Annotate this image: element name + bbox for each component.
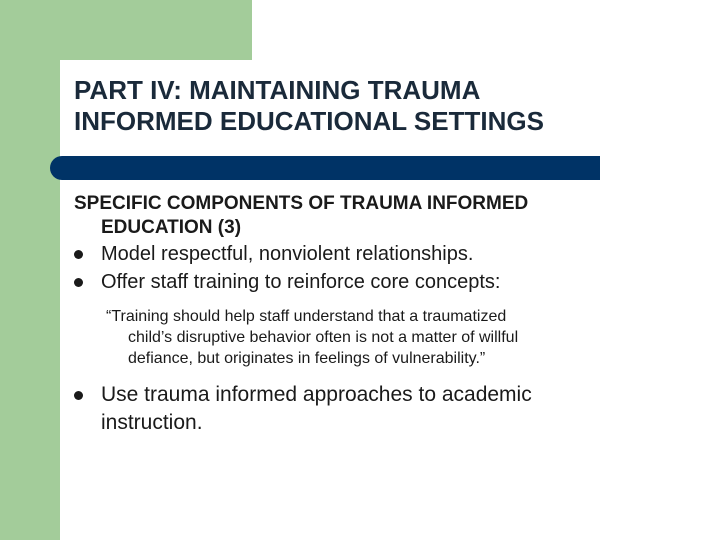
subheading-line-2: EDUCATION (3) (101, 217, 242, 238)
quote-line: “Training should help staff understand that a traumatized (106, 308, 507, 325)
slide-title (74, 75, 694, 137)
green-side-band (0, 0, 60, 540)
bullet-text: Model respectful, nonviolent relationships. (101, 243, 474, 265)
training-quote (106, 306, 694, 369)
bullet-dot-icon (74, 250, 83, 259)
bullet-text-line-2: instruction. (101, 411, 203, 434)
slide-body (74, 192, 694, 437)
title-divider-bar (50, 156, 600, 180)
bullet-item (74, 240, 694, 268)
bullet-text: Offer staff training to reinforce core concepts: (101, 271, 501, 293)
bullet-dot-icon (74, 391, 83, 400)
quote-line: defiance, but originates in feelings of vulnerability.” (128, 350, 486, 367)
section-subheading (74, 192, 694, 240)
green-top-band (0, 0, 252, 60)
bullet-dot-icon (74, 278, 83, 287)
title-line-1: PART IV: MAINTAINING TRAUMA (74, 75, 481, 105)
bullet-item (74, 381, 694, 437)
bullet-item (74, 268, 694, 296)
bullet-text-line-1: Use trauma informed approaches to academic (101, 383, 532, 406)
quote-line: child’s disruptive behavior often is not a matter of willful (128, 329, 519, 346)
title-line-2: INFORMED EDUCATIONAL SETTINGS (74, 106, 544, 136)
subheading-line-1: SPECIFIC COMPONENTS OF TRAUMA INFORMED (74, 193, 529, 214)
